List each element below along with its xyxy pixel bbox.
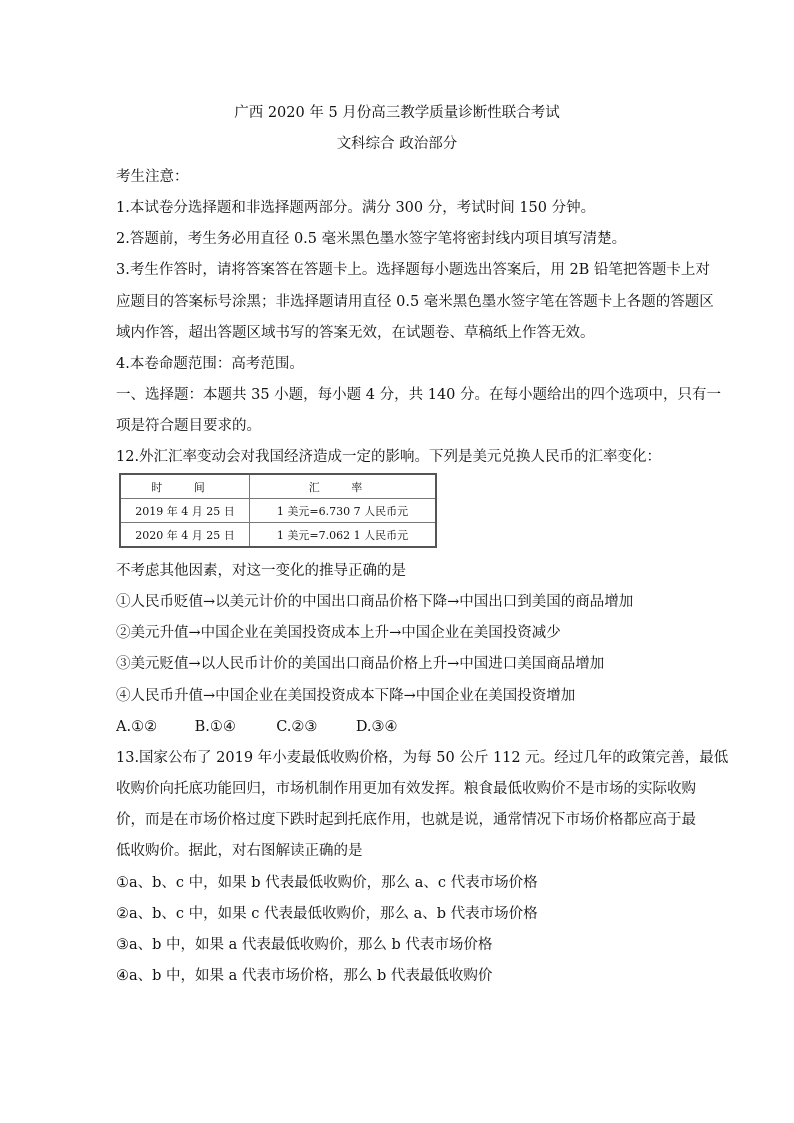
option-b: B.①④ xyxy=(194,719,236,735)
notice-item: 4.本卷命题范围：高考范围。 xyxy=(116,356,304,372)
section-heading-cont: 项是符合题目要求的。 xyxy=(116,418,261,434)
notice-item: 2.答题前，考生务必用直径 0.5 毫米黑色墨水签字笔将密封线内项目填写清楚。 xyxy=(116,231,627,247)
exam-title: 广西 2020 年 5 月份高三教学质量诊断性联合考试 xyxy=(234,105,560,121)
table-row xyxy=(120,523,436,548)
option-d: D.③④ xyxy=(355,719,398,735)
question-13-stem: 13.国家公布了 2019 年小麦最低收购价格，为每 50 公斤 112 元。经过几年的政策完善，最低 xyxy=(116,750,729,766)
notice-item: 3.考生作答时，请将答案答在答题卡上。选择题每小题选出答案后，用 2B 铅笔把答题卡上对 xyxy=(116,262,710,278)
option-c: C.②③ xyxy=(276,719,318,735)
question-12-statement: ②美元升值→中国企业在美国投资成本上升→中国企业在美国投资减少 xyxy=(116,625,561,641)
question-13-stem: 收购价向托底功能回归，市场机制作用更加有效发挥。粮食最低收购价不是市场的实际收购 xyxy=(116,781,696,797)
table-header-row xyxy=(120,474,436,499)
exchange-rate-table xyxy=(119,473,437,548)
question-13-statement: ④a、b 中，如果 a 代表市场价格，那么 b 代表最低收购价 xyxy=(116,968,493,984)
exam-subtitle: 文科综合 政治部分 xyxy=(336,136,458,152)
question-13-statement: ①a、b、c 中，如果 b 代表最低收购价，那么 a、c 代表市场价格 xyxy=(116,875,538,891)
question-12-options xyxy=(116,718,398,736)
table-cell-rate: 1 美元=6.730 7 人民币元 xyxy=(250,499,437,523)
section-heading: 一、选择题：本题共 35 小题，每小题 4 分，共 140 分。在每小题给出的四个选项中，只有一 xyxy=(116,387,722,403)
table-cell-date: 2019 年 4 月 25 日 xyxy=(120,499,250,523)
table-cell-rate: 1 美元=7.062 1 人民币元 xyxy=(250,523,437,548)
question-12-statement: ①人民币贬值→以美元计价的中国出口商品价格下降→中国出口到美国的商品增加 xyxy=(116,594,634,610)
question-12-prompt: 不考虑其他因素，对这一变化的推导正确的是 xyxy=(116,563,406,579)
notice-heading: 考生注意： xyxy=(116,169,189,185)
question-12-stem: 12.外汇汇率变动会对我国经济造成一定的影响。下列是美元兑换人民币的汇率变化： xyxy=(116,449,662,465)
question-13-statement: ②a、b、c 中，如果 c 代表最低收购价，那么 a、b 代表市场价格 xyxy=(116,906,538,922)
question-13-stem: 低收购价。据此，对右图解读正确的是 xyxy=(116,843,363,859)
option-a: A.①② xyxy=(116,719,158,735)
notice-item: 域内作答，超出答题区域书写的答案无效，在试题卷、草稿纸上作答无效。 xyxy=(116,325,595,341)
table-row xyxy=(120,499,436,523)
notice-item: 应题目的答案标号涂黑；非选择题请用直径 0.5 毫米黑色墨水签字笔在答题卡上各题的答题区 xyxy=(116,294,714,310)
question-13-statement: ③a、b 中，如果 a 代表最低收购价，那么 b 代表市场价格 xyxy=(116,937,493,953)
question-12-statement: ④人民币升值→中国企业在美国投资成本下降→中国企业在美国投资增加 xyxy=(116,688,576,704)
question-13-stem: 价，而是在市场价格过度下跌时起到托底作用，也就是说，通常情况下市场价格都应高于最 xyxy=(116,812,696,828)
table-header-time: 时 间 xyxy=(120,474,250,499)
table-cell-date: 2020 年 4 月 25 日 xyxy=(120,523,250,548)
table-header-rate: 汇 率 xyxy=(250,474,437,499)
notice-item: 1.本试卷分选择题和非选择题两部分。满分 300 分，考试时间 150 分钟。 xyxy=(116,200,596,216)
question-12-statement: ③美元贬值→以人民币计价的美国出口商品价格上升→中国进口美国商品增加 xyxy=(116,656,605,672)
